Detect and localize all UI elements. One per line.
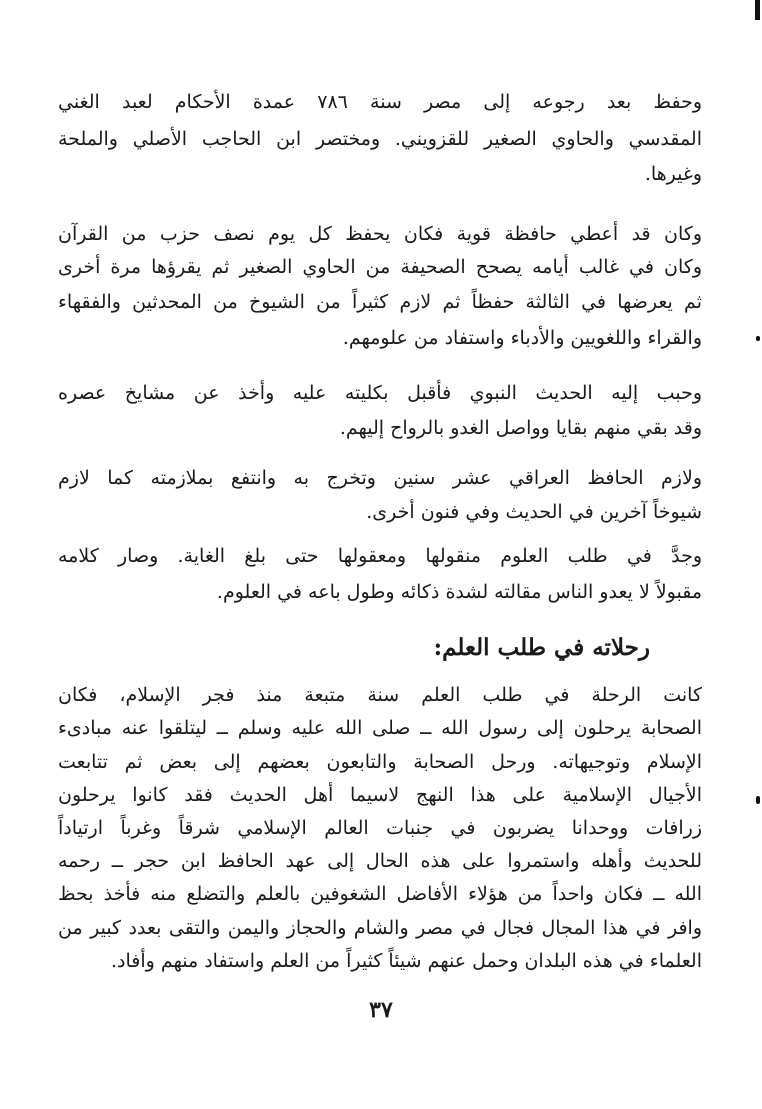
page-number: ٣٧ bbox=[369, 997, 393, 1023]
section-line-7: الله ــ فكان واحداً من هؤلاء الأفاضل الشغوفين بالعلم والتضلع منه فأخذ بحظ bbox=[58, 883, 702, 905]
section-line-2: الصحابة يرحلون إلى رسول الله ــ صلى الله عليه وسلم ــ ليتلقوا عنه مبادىء bbox=[58, 717, 702, 739]
section-line-6: للحديث وأهله واستمروا على هذه الحال إلى عهد الحافظ ابن حجر ــ رحمه bbox=[58, 850, 702, 872]
section-line-4: الأجيال الإسلامية على هذا النهج لاسيما أهل الحديث فقد كانوا يرحلون bbox=[58, 784, 702, 806]
section-line-8: وافر في هذا المجال فجال في مصر والشام والحجاز واليمن والتقى بعدد كبير من bbox=[58, 917, 702, 939]
paragraph-1-line-2: المقدسي والحاوي الصغير للقزويني. ومختصر ابن الحاجب الأصلي والملحة bbox=[58, 128, 702, 150]
paragraph-2-line-2: وكان في غالب أيامه يصحح الصحيفة من الحاوي الصغير ثم يقرؤها مرة أخرى bbox=[58, 256, 702, 278]
paragraph-4-line-1: ولازم الحافظ العراقي عشر سنين وتخرج به وانتفع بملازمته كما لازم bbox=[58, 467, 702, 489]
scan-edge-mark bbox=[756, 336, 760, 341]
scan-edge-mark bbox=[755, 0, 760, 20]
paragraph-2-line-1: وكان قد أعطي حافظة قوية فكان يحفظ كل يوم نصف حزب من القرآن bbox=[58, 223, 702, 245]
paragraph-3-line-1: وحبب إليه الحديث النبوي فأقبل بكليته عليه وأخذ عن مشايخ عصره bbox=[58, 382, 702, 404]
paragraph-1-line-3: وغيرها. bbox=[644, 163, 702, 185]
paragraph-5-line-2: مقبولاً لا يعدو الناس مقالته لشدة ذكائه وطول باعه في العلوم. bbox=[216, 581, 702, 603]
section-line-5: زرافات ووحدانا يضربون في جنبات العالم الإسلامي شرقاً وغرباً ارتياداً bbox=[58, 817, 702, 839]
paragraph-2-line-3: ثم يعرضها في الثالثة حفظاً ثم لازم كثيراً من الشيوخ من المحدثين والفقهاء bbox=[58, 291, 702, 313]
paragraph-1-line-1: وحفظ بعد رجوعه إلى مصر سنة ٧٨٦ عمدة الأحكام لعبد الغني bbox=[58, 91, 702, 113]
section-line-1: كانت الرحلة في طلب العلم سنة متبعة منذ فجر الإسلام، فكان bbox=[58, 684, 702, 706]
paragraph-5-line-1: وجدَّ في طلب العلوم منقولها ومعقولها حتى بلغ الغاية. وصار كلامه bbox=[58, 545, 702, 567]
paragraph-2-line-4: والقراء واللغويين والأدباء واستفاد من علومهم. bbox=[342, 327, 702, 349]
scan-edge-mark bbox=[756, 796, 760, 804]
paragraph-3-line-2: وقد بقي منهم بقايا وواصل الغدو بالرواح إليهم. bbox=[339, 417, 702, 439]
section-line-9: العلماء في هذه البلدان وحمل عنهم شيئاً كثيراً من العلم واستفاد منهم وأفاد. bbox=[110, 950, 702, 972]
paragraph-4-line-2: شيوخاً آخرين في الحديث وفي فنون أخرى. bbox=[366, 501, 702, 523]
section-line-3: الإسلام وتوجيهاته. ورحل الصحابة والتابعون بعضهم إلى بعض ثم تتابعت bbox=[58, 751, 702, 773]
section-heading: رحلاته في طلب العلم: bbox=[433, 634, 650, 661]
